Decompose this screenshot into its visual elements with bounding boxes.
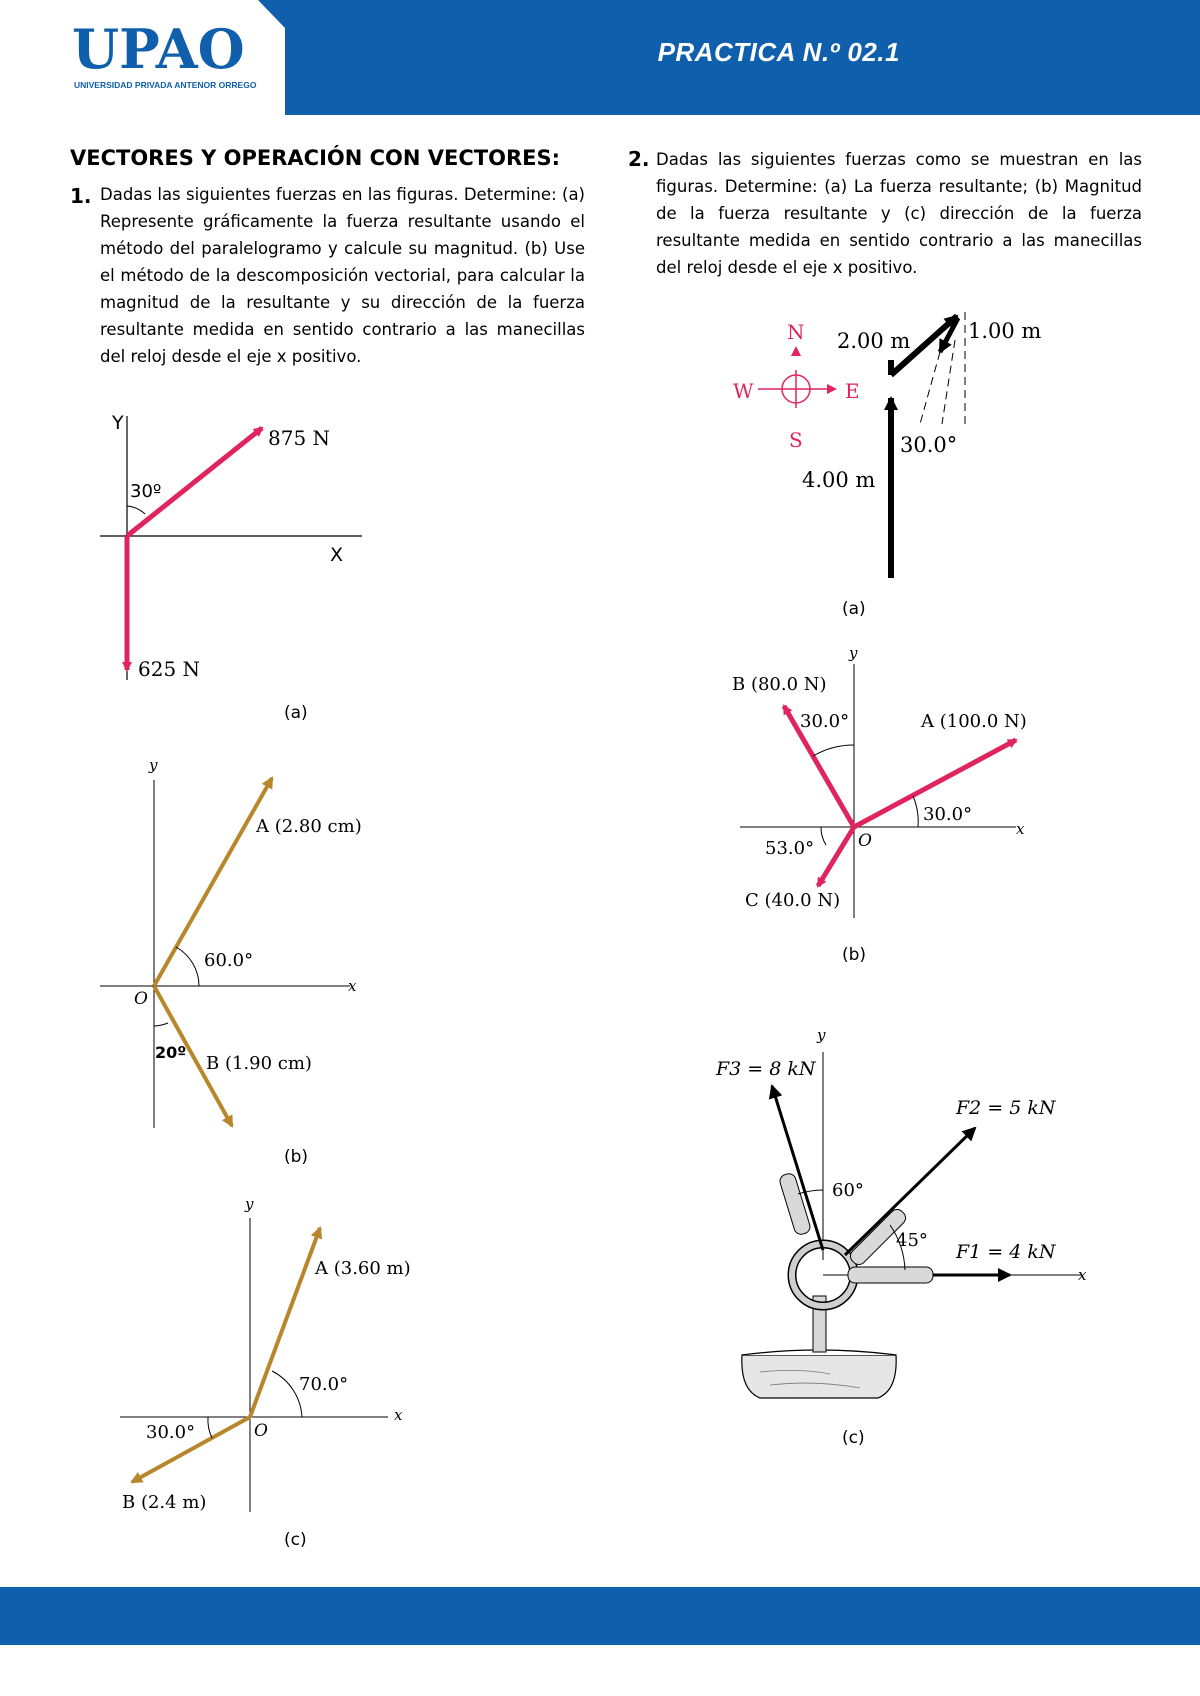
- p2b-vector-c: [818, 827, 854, 886]
- p1b-vec-a-label: A (2.80 cm): [256, 816, 362, 837]
- p2a-d3: 4.00 m: [802, 468, 876, 492]
- p1a-angle-label: 30º: [130, 481, 162, 502]
- p1b-vec-b-label: B (1.90 cm): [206, 1053, 312, 1074]
- p1a-angle-arc: [127, 506, 145, 514]
- p2-fig-b: [732, 644, 1027, 965]
- p1c-y-label: y: [245, 1195, 254, 1213]
- p2c-angle1-arc: [798, 1190, 823, 1194]
- p2b-angle-b-arc: [813, 745, 854, 756]
- section-heading: VECTORES Y OPERACIÓN CON VECTORES:: [70, 146, 561, 170]
- p2-fig-c: [715, 1026, 1087, 1448]
- p1-fig-a: [100, 412, 362, 723]
- p2b-angle-a-label: 30.0°: [923, 804, 973, 825]
- p2c-f2-label: F2 = 5 kN: [956, 1097, 1056, 1119]
- p2a-d1: 2.00 m: [837, 329, 911, 353]
- p1b-x-label: x: [348, 977, 357, 995]
- p1a-y-label: Y: [112, 412, 124, 434]
- p2b-angle-a-arc: [913, 796, 918, 827]
- p2a-caption: (a): [842, 599, 866, 619]
- compass-w: W: [733, 379, 754, 403]
- p2b-vec-a-label: A (100.0 N): [921, 711, 1027, 732]
- p2b-y-label: y: [849, 644, 858, 662]
- p2b-angle-b-label: 30.0°: [800, 711, 850, 732]
- footer-bar: [0, 1587, 1200, 1645]
- p1b-y-label: y: [149, 756, 158, 774]
- p2b-origin: O: [858, 831, 872, 851]
- p1a-force2-label: 625 N: [138, 657, 201, 681]
- p1b-angle-a-label: 60.0°: [204, 950, 254, 971]
- p1a-x-label: X: [330, 544, 344, 566]
- p1a-force1-label: 875 N: [268, 426, 331, 450]
- p2c-angle1-label: 60°: [832, 1180, 864, 1201]
- logo-text: UPAO: [72, 17, 245, 81]
- p1c-angle-a-arc: [272, 1371, 302, 1417]
- p1c-angle-b-label: 30.0°: [146, 1422, 196, 1443]
- p1c-x-label: x: [394, 1406, 403, 1424]
- f1-cable-sleeve: [848, 1267, 933, 1283]
- p2c-caption: (c): [842, 1428, 865, 1448]
- p2c-y-label: y: [817, 1026, 826, 1044]
- p2-fig-a: [733, 312, 1041, 619]
- p2c-angle2-label: 45°: [896, 1230, 928, 1251]
- logo-subtitle: UNIVERSIDAD PRIVADA ANTENOR ORREGO: [74, 80, 257, 90]
- p2b-vec-c-label: C (40.0 N): [745, 890, 841, 911]
- p1b-angle-b-label: 20º: [155, 1043, 187, 1062]
- problem2-number: 2.: [628, 147, 650, 171]
- problem2-text: Dadas las siguientes fuerzas como se muestran en las figuras. Determine: (a) La fuerza resultante; (b) Magnitud de la fuerza resultante y (c) dirección de la fuerza resultante medida en sentido contrario a las manecillas del reloj desde el eje x positivo.: [656, 150, 1142, 277]
- practice-title: PRACTICA N.º 02.1: [657, 37, 900, 67]
- p1b-origin: O: [134, 989, 148, 1009]
- p2c-f3-label: F3 = 8 kN: [716, 1058, 816, 1080]
- p2b-vec-b-label: B (80.0 N): [732, 674, 827, 695]
- p1a-caption: (a): [284, 703, 308, 723]
- p2a-angle: 30.0°: [900, 433, 958, 457]
- p2b-angle-c-label: 53.0°: [765, 838, 815, 859]
- p1c-caption: (c): [284, 1530, 307, 1550]
- p2a-d2: 1.00 m: [968, 319, 1042, 343]
- p1c-origin: O: [254, 1421, 268, 1441]
- p1c-angle-b-arc: [208, 1417, 212, 1438]
- p2a-dash-1: [920, 352, 940, 424]
- p2b-angle-c-arc: [821, 827, 826, 845]
- p1c-vec-a-label: A (3.60 m): [315, 1258, 411, 1279]
- p2b-x-label: x: [1016, 820, 1025, 838]
- compass-s: S: [789, 428, 803, 452]
- wood-base: [742, 1355, 896, 1398]
- p2a-dash-2: [942, 340, 955, 424]
- p1-fig-c: [120, 1195, 411, 1550]
- f3-cable-sleeve: [778, 1172, 811, 1236]
- p1b-caption: (b): [284, 1147, 309, 1167]
- p2c-f1-label: F1 = 4 kN: [956, 1241, 1056, 1263]
- compass-e: E: [845, 379, 860, 403]
- p1c-vec-b-label: B (2.4 m): [122, 1492, 207, 1513]
- p1b-angle-b-arc: [154, 1023, 168, 1026]
- p1c-angle-a-label: 70.0°: [299, 1374, 349, 1395]
- compass-n: N: [787, 320, 805, 344]
- p2c-x-label: x: [1078, 1266, 1087, 1284]
- p2b-caption: (b): [842, 945, 867, 965]
- p1b-angle-a-arc: [176, 947, 199, 986]
- problem1-text: Dadas las siguientes fuerzas en las figuras. Determine: (a) Represente gráficamente la fuerza resultante usando el método del paralelogramo y calcule su magnitud. (b) Use el método de la descomposición vectorial, para calcular la magnitud de la resultante y su dirección de la fuerza resultante medida en sentido contrario a las manecillas del reloj desde el eje x positivo.: [100, 185, 585, 366]
- p1-fig-b: [100, 756, 362, 1167]
- north-arrow-icon: [791, 346, 801, 356]
- problem1-number: 1.: [70, 184, 92, 208]
